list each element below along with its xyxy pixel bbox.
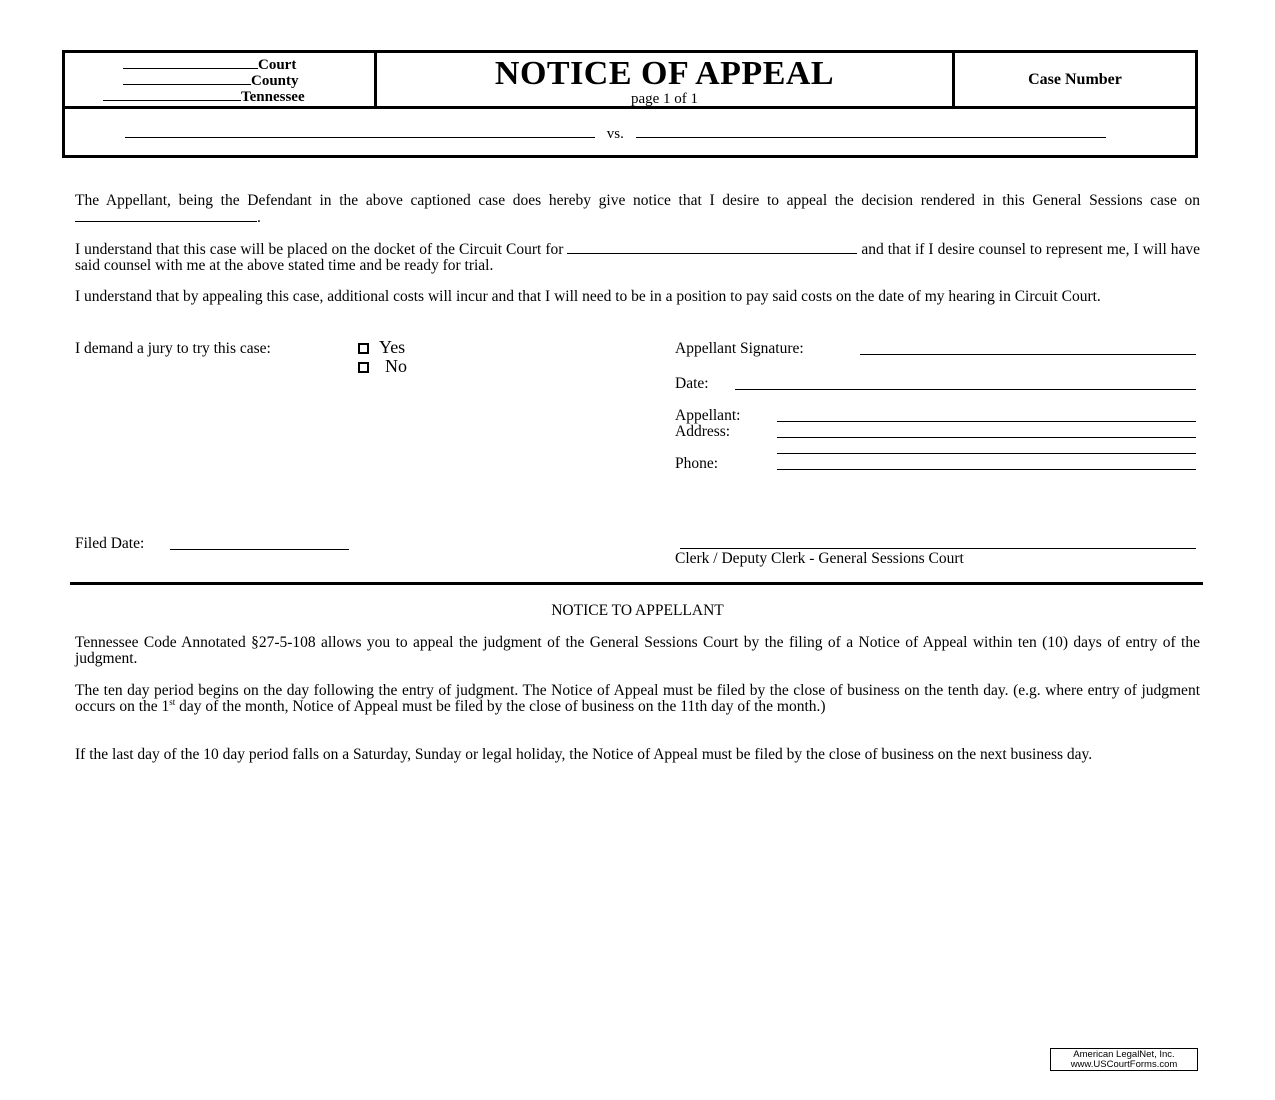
notice-paragraph-1-text: Tennessee Code Annotated §27-5-108 allows you to appeal the judgment of the General Sessions Court by the filing of a Notice of Appeal within ten (10) days of entry of the judgment.	[75, 634, 1200, 667]
notice-paragraph-3	[75, 747, 1200, 763]
case-number-label: Case Number	[1028, 71, 1122, 88]
date-line[interactable]	[735, 389, 1196, 390]
publisher-stamp	[1050, 1048, 1198, 1071]
period: .	[257, 209, 261, 226]
notice-paragraph-2-end: day of the month, Notice of Appeal must be filed by the close of business on the 11th day of the month.)	[175, 698, 826, 715]
defendant-blank[interactable]	[636, 123, 1106, 138]
notice-heading: NOTICE TO APPELLANT	[551, 602, 724, 619]
jury-no-option[interactable]	[358, 356, 407, 377]
state-blank[interactable]	[103, 88, 241, 101]
paragraph-costs	[75, 289, 1200, 305]
filed-date-label: Filed Date:	[75, 535, 145, 552]
court-name-blank[interactable]	[123, 56, 258, 69]
court-cell	[65, 53, 377, 109]
jury-label: I demand a jury to try this case:	[75, 340, 271, 357]
paragraph-appeal-notice-text: The Appellant, being the Defendant in the above captioned case does hereby give notice that I desire to appeal the decision rendered in this General Sessions case on	[75, 192, 1200, 209]
paragraph-appeal-notice	[75, 193, 1200, 226]
signature-label: Appellant Signature:	[675, 340, 804, 357]
clerk-label: Clerk / Deputy Clerk - General Sessions Court	[675, 550, 964, 567]
appellant-line[interactable]	[777, 421, 1196, 422]
form-title: NOTICE OF APPEAL	[494, 55, 835, 92]
versus-label: vs.	[606, 126, 624, 142]
county-line	[123, 72, 299, 89]
jury-no-label: No	[385, 356, 407, 376]
county-label: County	[251, 73, 299, 89]
state-line	[103, 88, 305, 105]
court-line	[123, 56, 296, 73]
page-indicator: page 1 of 1	[630, 91, 699, 107]
section-divider	[70, 582, 1203, 585]
phone-line[interactable]	[777, 469, 1196, 470]
phone-label: Phone:	[675, 455, 719, 472]
signature-line[interactable]	[860, 354, 1196, 355]
ordinal-suffix: st	[169, 696, 176, 707]
paragraph-docket-end: and that if I desire counsel to represent me, I will have said counsel with me at the above stated time and be ready for trial.	[75, 241, 1200, 274]
paragraph-costs-text: I understand that by appealing this case, additional costs will incur and that I will need to be in a position to pay said costs on the date of my hearing in Circuit Court.	[75, 288, 1101, 305]
plaintiff-blank[interactable]	[125, 123, 595, 138]
parties-row	[125, 123, 1106, 143]
filed-date-line[interactable]	[170, 549, 349, 550]
appellant-label: Appellant:	[675, 407, 741, 424]
paragraph-docket	[75, 241, 1200, 274]
date-label: Date:	[675, 375, 709, 392]
address-label: Address:	[675, 423, 731, 440]
notice-paragraph-3-text: If the last day of the 10 day period falls on a Saturday, Sunday or legal holiday, the Notice of Appeal must be filed by the close of business on the next business day.	[75, 746, 1093, 763]
court-label: Court	[258, 57, 297, 73]
address-line-1[interactable]	[777, 437, 1196, 438]
publisher-website: www.USCourtForms.com	[1070, 1059, 1178, 1070]
header-box	[62, 50, 1198, 158]
state-label: Tennessee	[241, 89, 305, 105]
county-name-blank[interactable]	[123, 72, 251, 85]
parties-cell	[65, 109, 1195, 155]
checkbox-icon[interactable]	[358, 343, 369, 354]
decision-date-blank[interactable]	[75, 209, 257, 222]
paragraph-docket-start: I understand that this case will be placed on the docket of the Circuit Court for	[75, 241, 564, 258]
publisher-name: American LegalNet, Inc.	[1073, 1049, 1175, 1060]
notice-paragraph-2-start: The ten day period begins on the day following the entry of judgment. The Notice of Appeal must be filed by the close of business on the tenth day. (e.g. where entry of judgment occurs on the 1	[75, 682, 1200, 715]
circuit-court-date-blank[interactable]	[567, 241, 857, 254]
clerk-signature-line[interactable]	[680, 548, 1196, 549]
jury-yes-option[interactable]	[358, 337, 405, 358]
checkbox-icon[interactable]	[358, 362, 369, 373]
case-number-cell[interactable]	[955, 53, 1195, 109]
notice-paragraph-1	[75, 635, 1200, 667]
jury-yes-label: Yes	[379, 337, 406, 357]
notice-paragraph-2	[75, 683, 1200, 715]
address-line-2[interactable]	[777, 453, 1196, 454]
title-cell	[377, 53, 955, 109]
